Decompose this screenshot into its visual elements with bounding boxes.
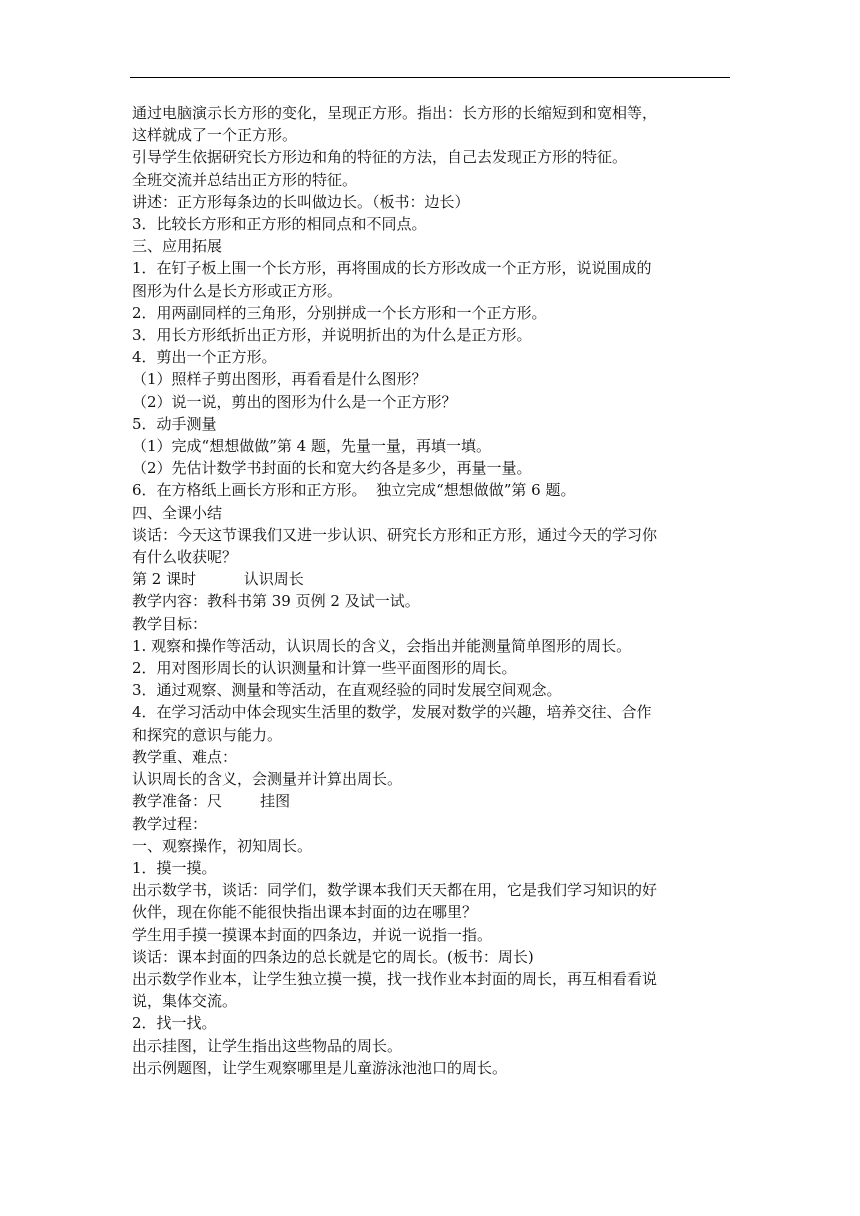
document-body — [132, 102, 732, 1079]
text-line: 2．找一找。 — [132, 1014, 217, 1033]
text-line: 3．通过观察、测量和等活动，在直观经验的同时发展空间观念。 — [132, 681, 562, 700]
text-line: 3．用长方形纸折出正方形，并说明折出的为什么是正方形。 — [132, 326, 532, 345]
text-line: 教学过程： — [132, 814, 208, 833]
text-line: 教学目标： — [132, 614, 208, 633]
text-line: 谈话：今天这节课我们又进一步认识、研究长方形和正方形，通过今天的学习你 — [132, 525, 658, 544]
text-line: 全班交流并总结出正方形的特征。 — [132, 170, 358, 189]
text-line: 三、应用拓展 — [132, 237, 223, 256]
text-line: 谈话：课本封面的四条边的总长就是它的周长。(板书：周长) — [132, 947, 534, 966]
text-line: 有什么收获呢？ — [132, 548, 238, 567]
text-line: 6．在方格纸上画长方形和正方形。 独立完成“想想做做”第 6 题。 — [132, 481, 576, 500]
text-line: 这样就成了一个正方形。 — [132, 126, 298, 145]
text-line: （1）照样子剪出图形，再看看是什么图形？ — [132, 370, 427, 389]
text-line: （2）说一说，剪出的图形为什么是一个正方形？ — [132, 392, 457, 411]
text-line: 出示例题图，让学生观察哪里是儿童游泳池池口的周长。 — [132, 1058, 508, 1077]
text-line: 2．用两副同样的三角形，分别拼成一个长方形和一个正方形。 — [132, 303, 547, 322]
text-line: 通过电脑演示长方形的变化，呈现正方形。指出：长方形的长缩短到和宽相等， — [132, 104, 658, 122]
text-line: 教学内容：教科书第 39 页例 2 及试一试。 — [132, 592, 420, 611]
text-line: 说，集体交流。 — [132, 992, 238, 1011]
text-line: 四、全课小结 — [132, 503, 223, 522]
text-line: 4．在学习活动中体会现实生活里的数学，发展对数学的兴趣，培养交往、合作 — [132, 703, 652, 722]
text-line: 教学准备：尺 挂图 — [132, 792, 291, 811]
text-line: 引导学生依据研究长方形边和角的特征的方法，自己去发现正方形的特征。 — [132, 148, 628, 167]
text-line: 出示数学书，谈话：同学们，数学课本我们天天都在用，它是我们学习知识的好 — [132, 881, 658, 900]
text-line: 出示数学作业本，让学生独立摸一摸，找一找作业本封面的周长，再互相看看说 — [132, 969, 658, 988]
text-line: （1）完成“想想做做”第 4 题，先量一量，再填一填。 — [132, 437, 491, 456]
text-line: 1．摸一摸。 — [132, 858, 217, 877]
text-line: 讲述：正方形每条边的长叫做边长。（板书：边长） — [132, 192, 470, 211]
text-line: （2）先估计数学书封面的长和宽大约各是多少，再量一量。 — [132, 459, 532, 478]
text-line: 1. 观察和操作等活动，认识周长的含义，会指出并能测量简单图形的周长。 — [132, 636, 632, 655]
text-line: 图形为什么是长方形或正方形。 — [132, 281, 343, 300]
text-line: 1．在钉子板上围一个长方形，再将围成的长方形改成一个正方形，说说围成的 — [132, 259, 652, 278]
text-line: 2．用对图形周长的认识测量和计算一些平面图形的周长。 — [132, 659, 517, 678]
text-line: 5．动手测量 — [132, 414, 217, 433]
header-rule — [130, 77, 730, 78]
text-line: 教学重、难点： — [132, 747, 238, 766]
text-line: 一、观察操作，初知周长。 — [132, 836, 313, 855]
text-line: 3．比较长方形和正方形的相同点和不同点。 — [132, 215, 427, 234]
text-line: 伙伴，现在你能不能很快指出课本封面的边在哪里？ — [132, 903, 478, 922]
text-line: 出示挂图，让学生指出这些物品的周长。 — [132, 1036, 403, 1055]
text-line: 第 2 课时 认识周长 — [132, 570, 304, 589]
text-line: 认识周长的含义，会测量并计算出周长。 — [132, 770, 403, 789]
text-line: 和探究的意识与能力。 — [132, 725, 283, 744]
text-line: 学生用手摸一摸课本封面的四条边，并说一说指一指。 — [132, 925, 493, 944]
text-line: 4．剪出一个正方形。 — [132, 348, 277, 367]
